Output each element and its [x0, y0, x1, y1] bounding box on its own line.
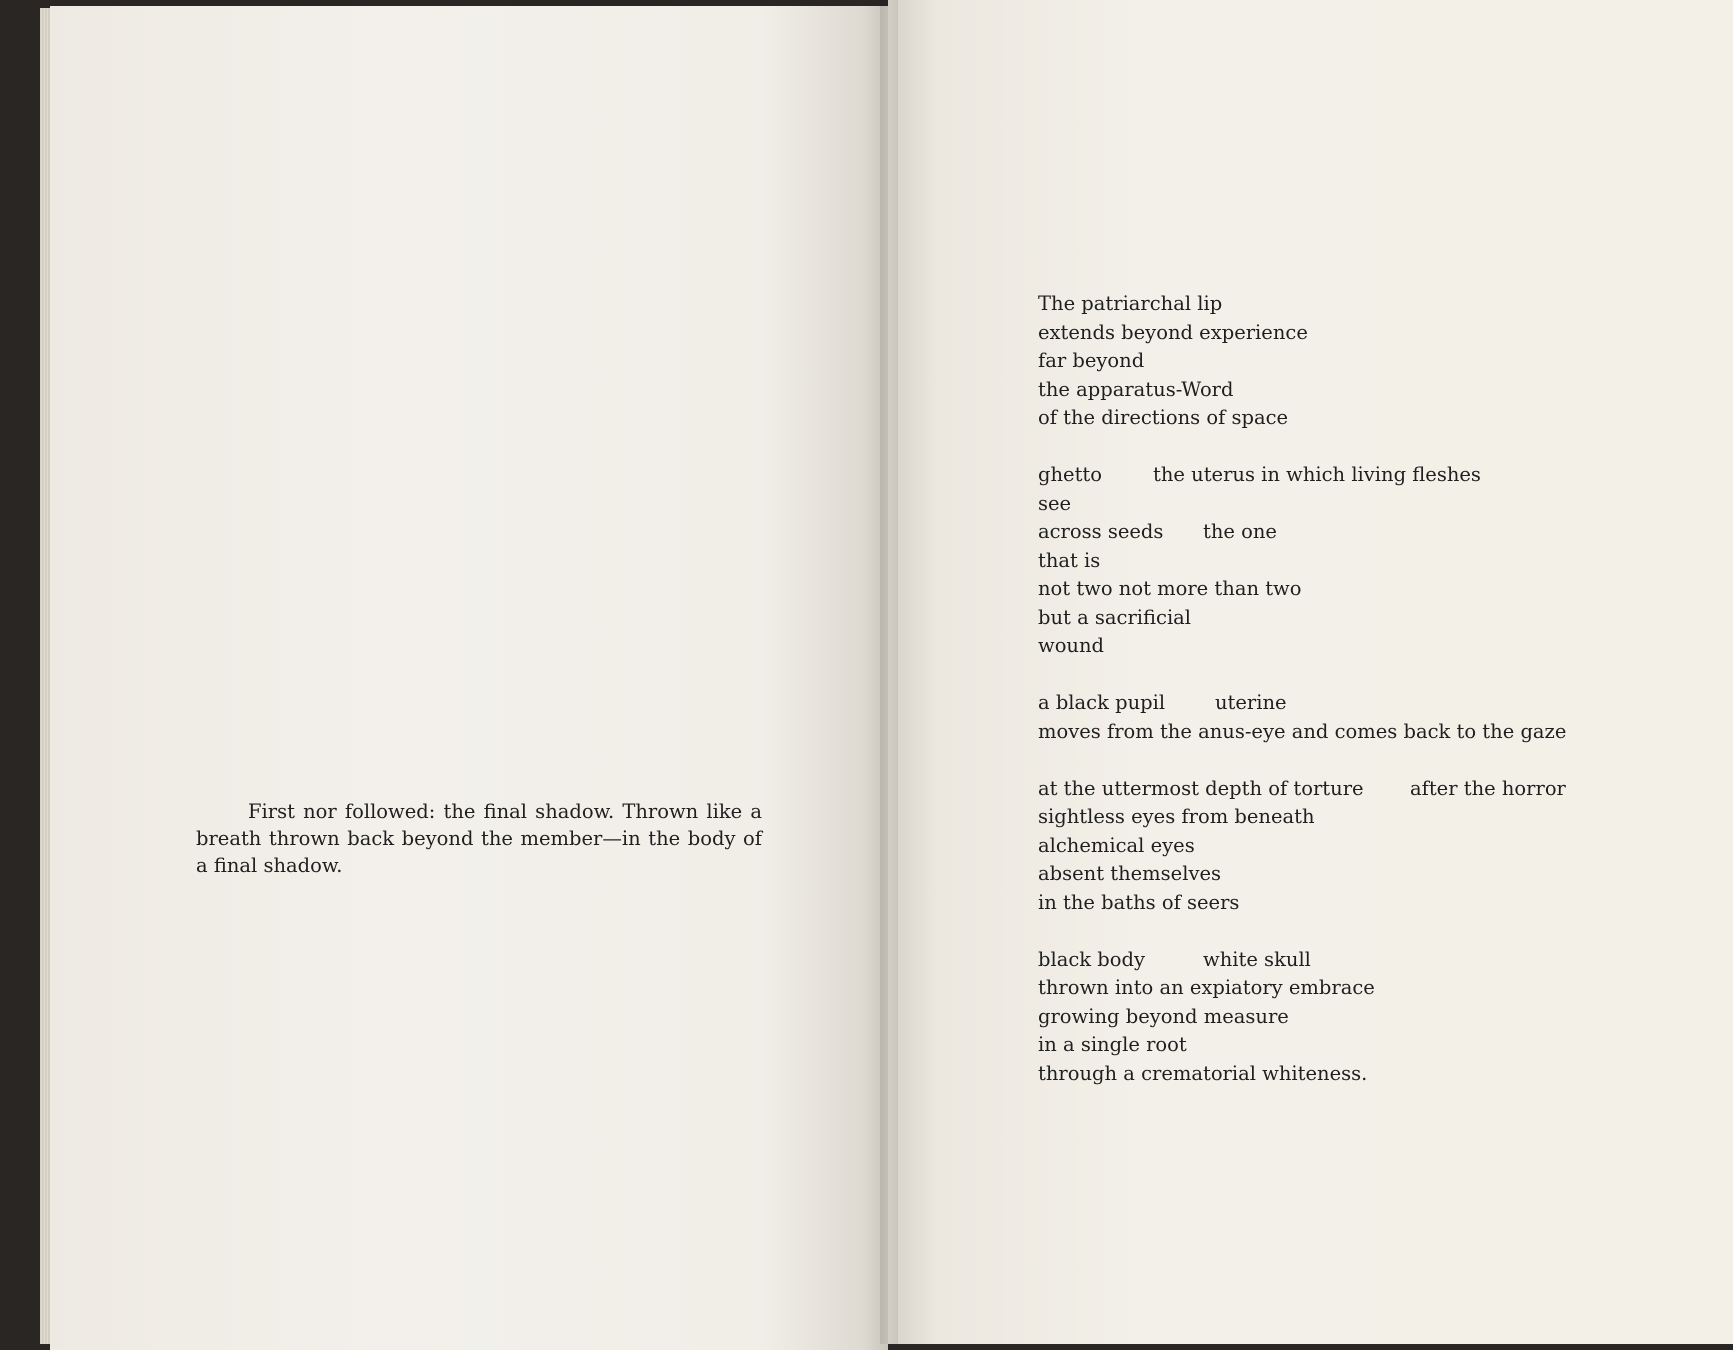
poem-line	[1038, 632, 1718, 661]
left-page	[50, 6, 888, 1350]
poem-line	[1038, 775, 1718, 804]
poem-line-text: in the baths of seers	[1038, 890, 1240, 914]
poem-line	[1038, 347, 1718, 376]
poem-line-text: sightless eyes from beneath	[1038, 805, 1315, 828]
poem-line	[1038, 518, 1718, 547]
poem-line	[1038, 718, 1718, 747]
poem-line-text: but a sacrificial	[1038, 605, 1192, 629]
poem-line	[1038, 1060, 1718, 1089]
poem-line-text: thrown into an expiatory embrace	[1038, 976, 1375, 999]
poem-line-text: in a single root	[1038, 1033, 1187, 1056]
stanza-break	[1038, 917, 1718, 946]
poem-line-text: extends beyond experience	[1038, 320, 1308, 344]
poem-line-text: see	[1038, 491, 1072, 515]
poem-line	[1038, 1003, 1718, 1032]
poem-line	[1038, 490, 1718, 519]
poem-line	[1038, 974, 1718, 1003]
poem-line	[1038, 604, 1718, 633]
poem-line	[1038, 575, 1718, 604]
poem-line-text: black body	[1038, 947, 1146, 971]
poem-line	[1038, 803, 1718, 832]
poem-line	[1038, 547, 1718, 576]
poem-line	[1038, 860, 1718, 889]
poem-line-text: absent themselves	[1038, 862, 1222, 885]
left-page-paragraph: First nor followed: the final shadow. Thrown like a breath thrown back beyond the member—in the body of a final shadow.	[196, 800, 762, 877]
poem-line-text: across seeds	[1038, 520, 1164, 543]
stanza-break	[1038, 433, 1718, 462]
poem-line	[1038, 404, 1718, 433]
poem-line-text: at the uttermost depth of torture	[1038, 776, 1364, 800]
poem-line-text: of the directions of space	[1038, 406, 1289, 429]
poem-line-text: moves from the anus-eye and comes back to the gaze	[1038, 719, 1567, 743]
poem-line-second-phrase: white skull	[1203, 947, 1311, 971]
poem-line	[1038, 1031, 1718, 1060]
poem-line-second-phrase: the uterus in which living fleshes	[1153, 463, 1481, 486]
poem-line	[1038, 832, 1718, 861]
stanza-break	[1038, 746, 1718, 775]
poem-line	[1038, 889, 1718, 918]
poem-line	[1038, 689, 1718, 718]
poem-line-text: far beyond	[1038, 349, 1145, 372]
poem-line-second-phrase: the one	[1203, 520, 1277, 543]
poem-line-text: a black pupil	[1038, 691, 1166, 714]
poem-line	[1038, 461, 1718, 490]
poem-line-text: alchemical eyes	[1038, 833, 1195, 857]
poem-line-text: that is	[1038, 548, 1101, 572]
poem-line-text: The patriarchal lip	[1038, 292, 1223, 315]
poem-line	[1038, 376, 1718, 405]
right-page-poem	[1038, 290, 1718, 1088]
poem-line	[1038, 319, 1718, 348]
poem-line-text: through a crematorial whiteness.	[1038, 1061, 1368, 1085]
poem-line-text: growing beyond measure	[1038, 1004, 1289, 1028]
poem-line-second-phrase: after the horror	[1410, 776, 1566, 800]
poem-line-text: wound	[1038, 634, 1105, 657]
poem-line-second-phrase: uterine	[1215, 691, 1287, 714]
book-gutter	[880, 0, 898, 1344]
poem-line-text: the apparatus-Word	[1038, 377, 1234, 401]
poem-line-text: not two not more than two	[1038, 577, 1302, 600]
poem-line	[1038, 290, 1718, 319]
stanza-break	[1038, 661, 1718, 690]
poem-line	[1038, 946, 1718, 975]
poem-line-text: ghetto	[1038, 463, 1102, 486]
